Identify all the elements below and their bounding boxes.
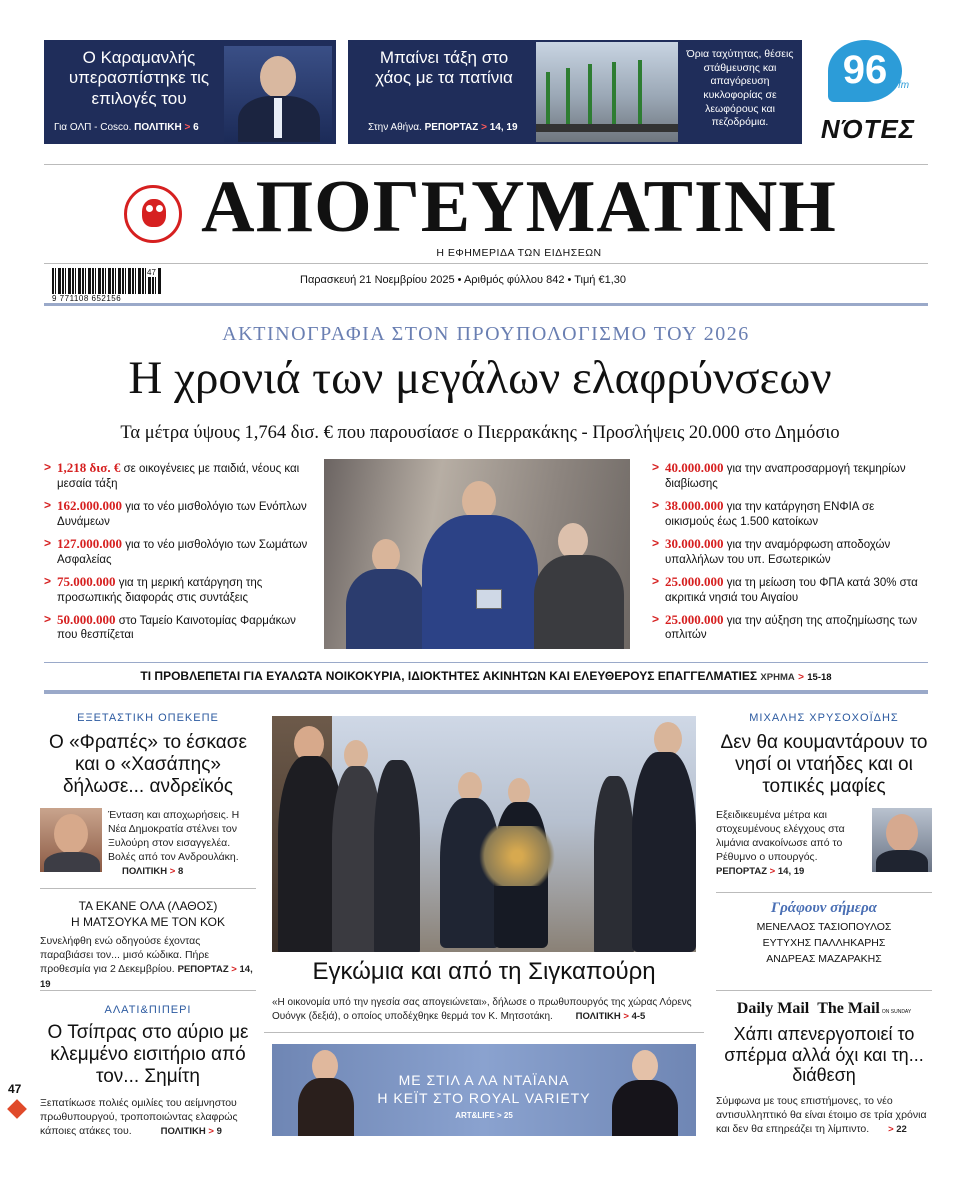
story-photo [872,808,932,872]
story-body: Συνελήφθη ενώ οδηγούσε έχοντας παραβιάσει τον... μισό κώδικα. Πήρε προθεσμία για 2 Δεκεμβρίου. [40,934,210,975]
story-opekepe[interactable]: ΕΞΕΤΑΣΤΙΚΗ ΟΠΕΚΕΠΕ Ο «Φραπές» το έσκασε και ο «Χασάπης» δήλωσε... ανδρεϊκός Ένταση και αποχωρήσεις. Η Νέα Δημοκρατία στέλνει τον Ξυλούρη στον εισαγγελέα. Βολές από τον Ανδρουλάκη. ΠΟΛΙΤΙΚΗ > 8 [40,712,256,879]
center-headline[interactable]: Εγκώμια και από τη Σιγκαπούρη [312,958,656,985]
story-section: ΠΟΛΙΤΙΚΗ [122,866,168,878]
story-daily-mail[interactable]: Daily Mail The Mail ON SUNDAY Χάπι απενεργοποιεί το σπέρμα αλλά όχι και τη... διάθεση Σύμφωνα με τους επιστήμονες, το νέο αντισυλληπτικό θα είναι έτοιμο σε τρία χρόνια και δεν θα επηρεάζει τη λίμπιντο. > 22 [716,1000,932,1137]
story-section: ΡΕΠΟΡΤΑΖ [716,866,768,878]
list-item: > 30.000.000 για την αναμόρφωση αποδοχών υπαλλήλων του υπ. Εσωτερικών [652,535,891,566]
barcode-issue: 47 [147,268,156,277]
promo-line1: ΜΕ ΣΤΙΛ Α ΛΑ ΝΤΑΪΑΝΑ [398,1072,570,1088]
amount: 75.000.000 [57,573,116,589]
radio-number: 96 [842,48,888,92]
amount: 25.000.000 [665,573,724,589]
masthead-tagline: Η ΕΦΗΜΕΡΙΔΑ ΤΩΝ ΕΙΔΗΣΕΩΝ [436,247,602,259]
teaser-karamanlis[interactable] [44,40,336,144]
writer-name: ΑΝΔΡΕΑΣ ΜΑΖΑΡΑΚΗΣ [766,953,882,965]
story-headline: Η ΜΑΤΣΟΥΚΑ ΜΕ ΤΟΝ ΚΟΚ [70,914,226,929]
story-pages: 14, 19 [777,866,805,878]
amount-text: για την κατάργηση ΕΝΦΙΑ σε οικισμούς έως 1.500 κατοίκων [665,500,875,528]
amount: 50.000.000 [57,611,116,627]
lead-headline[interactable]: Η χρονιά των μεγάλων ελαφρύνσεων [128,352,832,404]
teaser-caption-row: Στην Αθήνα. ΡΕΠΟΡΤΑΖ > 14, 19 [368,122,518,133]
center-caption-block: «Η οικονομία υπό την ηγεσία σας απογειώνεται», δήλωσε ο πρωθυπουργός της χώρας Λόρενς Ουόνγκ (δεξιά), ο οποίος υποδέχθηκε θερμά τον Κ. Μητσοτάκη. ΠΟΛΙΤΙΚΗ > 4-5 [272,997,692,1022]
list-item: > 25.000.000 για την αύξηση της αποζημίωσης των οπλιτών [652,611,918,642]
amount: 40.000.000 [665,460,724,475]
teaser-section: ΡΕΠΟΡΤΑΖ [424,122,479,133]
strap-text: ΤΙ ΠΡΟΒΛΕΠΕΤΑΙ ΓΙΑ ΕΥΑΛΩΤΑ ΝΟΙΚΟΚΥΡΙΑ, ΙΔΙΟΚΤΗΤΕΣ ΑΚΙΝΗΤΩΝ ΚΑΙ ΕΛΕΥΘΕΡΟΥΣ ΕΠΑΓΓΕΛΜΑΤΙΕΣ [140,669,758,683]
amount: 1,218 δισ. € [57,460,121,475]
list-item: > 38.000.000 για την κατάργηση ΕΝΦΙΑ σε οικισμούς έως 1.500 κατοίκων [652,497,875,528]
amount-text: για τη μείωση του ΦΠΑ κατά 30% στα ακριτικά νησιά του Αιγαίου [665,576,918,604]
dateline: Παρασκευή 21 Νοεμβρίου 2025 • Αριθμός φύλλου 842 • Τιμή €1,30 [300,274,626,286]
amount: 30.000.000 [665,535,724,551]
story-pages: 8 [177,866,184,878]
teaser-section: ΠΟΛΙΤΙΚΗ [134,122,182,133]
center-photo [272,716,696,952]
teaser-side-text: Όρια ταχύτητας, θέσεις στάθμευσης και απαγόρευση κυκλοφορίας σε λεωφόρους και πεζοδρόμια. [686,48,794,129]
lead-photo [324,459,630,649]
center-caption: «Η οικονομία υπό την ηγεσία σας απογειώνεται», δήλωσε ο πρωθυπουργός της χώρας Λόρενς Ουόνγκ (δεξιά), ο οποίος υποδέχθηκε θερμά τον Κ. Μητσοτάκη. [272,997,692,1022]
promo-artlife[interactable] [272,1044,696,1136]
center-pages: 4-5 [631,1010,646,1022]
story-kicker: ΜΙΧΑΛΗΣ ΧΡΥΣΟΧΟΪΔΗΣ [749,712,899,724]
story-kicker: ΤΑ ΕΚΑΝΕ ΟΛΑ (ΛΑΘΟΣ) [78,899,218,913]
list-item: > 162.000.000 για το νέο μισθολόγιο των Ενόπλων Δυνάμεων [44,497,307,528]
masthead-rule [44,303,928,306]
amount-text: για την αναπροσαρμογή τεκμηρίων διαβίωσης [665,463,906,490]
strap-pages: 15-18 [807,672,832,683]
strap-section: ΧΡΗΜΑ [760,672,795,683]
owl-logo [124,185,182,243]
amount-text: για την αύξηση της αποζημίωσης των οπλιτών [665,614,918,642]
story-pages: 22 [896,1124,907,1136]
story-chrysochoidis[interactable]: ΜΙΧΑΛΗΣ ΧΡΥΣΟΧΟΪΔΗΣ Δεν θα κουμαντάρουν το νησί οι νταήδες και οι τοπικές μαφίες Εξειδικευμένα μέτρα και στοχευμένους ελέγχους στα λιμάνια ανακοίνωσε από το Ρέθυμνο ο υπουργός. ΡΕΠΟΡΤΑΖ > 14, 19 [716,712,932,879]
daily-mail-logo: Daily Mail [736,1000,810,1017]
promo-line2: Η ΚΕΪΤ ΣΤΟ ROYAL VARIETY [377,1090,591,1106]
story-body: Εξειδικευμένα μέτρα και στοχευμένους ελέγχους στα λιμάνια ανακοίνωσε από το Ρέθυμνο ο υπουργός. [716,808,845,864]
radio-unit: fm [898,80,910,91]
story-body: Ένταση και αποχωρήσεις. Η Νέα Δημοκρατία στέλνει τον Ξυλούρη στον εισαγγελέα. Βολές από τον Ανδρουλάκη. [108,808,240,864]
amount-text: σε οικογένειες με παιδιά, νέους και μεσαία τάξη [57,463,300,490]
teaser-caption: Στην Αθήνα. [368,122,422,133]
amount: 162.000.000 [57,497,123,513]
mail-on-sunday-sub: ON SUNDAY [881,1009,912,1015]
story-tsipras[interactable]: ΑΛΑΤΙ&ΠΙΠΕΡΙ Ο Τσίπρας στο αύριο με κλεμμένο εισιτήριο από τον... Σημίτη Ξεπατίκωσε πολιές ομιλίες του αείμνηστου πρωθυπουργού, τροποποιώντας ελαφρώς κάποιες ατάκες του. ΠΟΛΙΤΙΚΗ > 9 [40,1004,256,1139]
teaser-headline: Μπαίνει τάξη στο χάος με τα πατίνια [375,48,513,88]
amount: 25.000.000 [665,611,724,627]
masthead-title: ΑΠΟΓΕΥΜΑΤΙΝΗ [201,166,837,248]
story-kicker: ΕΞΕΤΑΣΤΙΚΗ ΟΠΕΚΕΠΕ [77,712,219,724]
list-item: > 1,218 δισ. € σε οικογένειες με παιδιά, νέους και μεσαία τάξη [44,460,300,490]
amount-text: στο Ταμείο Καινοτομίας Φαρμάκων που θεσπίζεται [57,614,296,642]
mail-on-sunday-logo: The Mail [817,1000,880,1017]
story-headline: Χάπι απενεργοποιεί το σπέρμα αλλά όχι και τη... διάθεση [724,1024,924,1086]
radio-insert[interactable] [818,36,918,148]
radio-name: ΝΌΤΕΣ [820,114,916,144]
story-photo [40,808,102,872]
lead-rule [44,690,928,694]
lead-left-list [44,460,314,649]
teaser-pages: 6 [193,122,199,133]
writers-box [716,900,932,965]
amount: 127.000.000 [57,535,123,551]
lead-kicker: ΑΚΤΙΝΟΓΡΑΦΙΑ ΣΤΟΝ ΠΡΟΥΠΟΛΟΓΙΣΜΟ ΤΟΥ 2026 [222,323,750,345]
page-number: 47 [8,1082,22,1096]
story-headline: Ο «Φραπές» το έσκασε και ο «Χασάπης» δήλωσε... ανδρεϊκός [49,732,247,797]
story-section: ΠΟΛΙΤΙΚΗ [160,1125,206,1137]
list-item: > 50.000.000 στο Ταμείο Καινοτομίας Φαρμάκων που θεσπίζεται [44,611,296,642]
writer-name: ΕΥΤΥΧΗΣ ΠΑΛΛΗΚΑΡΗΣ [762,937,886,949]
writers-title: Γράφουν σήμερα [771,900,877,916]
story-section: ΡΕΠΟΡΤΑΖ [177,963,229,975]
amount-text: για την αναμόρφωση αποδοχών υπαλλήλων του υπ. Εσωτερικών [665,538,891,566]
story-pages: 14, 19 [40,963,253,990]
amount: 38.000.000 [665,497,724,513]
teaser-pages: 14, 19 [489,122,518,133]
lead-subhead: Τα μέτρα ύψους 1,764 δισ. € που παρουσίασε ο Πιερρακάκης - Προσλήψεις 20.000 στο Δημόσιο [120,423,840,443]
scooters-photo [536,42,678,142]
list-item: > 40.000.000 για την αναπροσαρμογή τεκμηρίων διαβίωσης [652,460,906,490]
promo-ref: ART&LIFE > 25 [455,1111,513,1120]
story-headline: Δεν θα κουμαντάρουν το νησί οι νταήδες και οι τοπικές μαφίες [720,732,928,797]
story-headline: Ο Τσίπρας στο αύριο με κλεμμένο εισιτήριο από τον... Σημίτη [47,1022,249,1087]
lead-right-list [652,460,922,649]
story-matsouka[interactable]: ΤΑ ΕΚΑΝΕ ΟΛΑ (ΛΑΘΟΣ) Η ΜΑΤΣΟΥΚΑ ΜΕ ΤΟΝ ΚΟΚ Συνελήφθη ενώ οδηγούσε έχοντας παραβιάσει τον... μισό κώδικα. Πήρε προθεσμία για 2 Δεκεμβρίου. ΡΕΠΟΡΤΑΖ > 14, 19 [40,900,256,992]
barcode-number: 9 771108 652156 [52,294,122,303]
center-section: ΠΟΛΙΤΙΚΗ [575,1010,621,1022]
teaser-headline: Ο Καραμανλής υπερασπίστηκε τις επιλογές του [68,48,210,108]
list-item: > 25.000.000 για τη μείωση του ΦΠΑ κατά 30% στα ακριτικά νησιά του Αιγαίου [652,573,918,604]
writer-name: ΜΕΝΕΛΑΟΣ ΤΑΣΙΟΠΟΥΛΟΣ [756,921,892,933]
story-pages: 9 [216,1125,222,1137]
amount-text: για τη μερική κατάργηση της προσωπικής διαφοράς στις συντάξεις [57,576,263,604]
teaser-scooters[interactable] [348,40,802,144]
amount-text: για το νέο μισθολόγιο των Σωμάτων Ασφαλείας [57,538,308,566]
teaser-caption-row: Για ΟΛΠ - Cosco. ΠΟΛΙΤΙΚΗ > 6 [54,122,199,133]
story-body: Ξεπατίκωσε πολιές ομιλίες του αείμνηστου πρωθυπουργού, τροποποιώντας ελαφρώς κάποιες ατάκες του. [40,1096,238,1137]
diamond-icon [7,1099,27,1119]
list-item: > 75.000.000 για τη μερική κατάργηση της προσωπικής διαφοράς στις συντάξεις [44,573,263,604]
story-body: Σύμφωνα με τους επιστήμονες, το νέο αντισυλληπτικό θα είναι έτοιμο σε τρία χρόνια και δεν θα επηρεάζει τη λίμπιντο. [716,1095,927,1136]
list-item: > 127.000.000 για το νέο μισθολόγιο των Σωμάτων Ασφαλείας [44,535,308,566]
story-kicker: ΑΛΑΤΙ&ΠΙΠΕΡΙ [104,1004,192,1016]
lead-strap[interactable]: ΤΙ ΠΡΟΒΛΕΠΕΤΑΙ ΓΙΑ ΕΥΑΛΩΤΑ ΝΟΙΚΟΚΥΡΙΑ, ΙΔΙΟΚΤΗΤΕΣ ΑΚΙΝΗΤΩΝ ΚΑΙ ΕΛΕΥΘΕΡΟΥΣ ΕΠΑΓΓΕΛΜΑΤΙΕΣ ΧΡΗΜΑ > 15-18 [140,669,832,683]
teaser-caption: Για ΟΛΠ - Cosco. [54,122,132,133]
amount-text: για το νέο μισθολόγιο των Ενόπλων Δυνάμεων [57,500,307,528]
teaser-photo [224,46,332,142]
